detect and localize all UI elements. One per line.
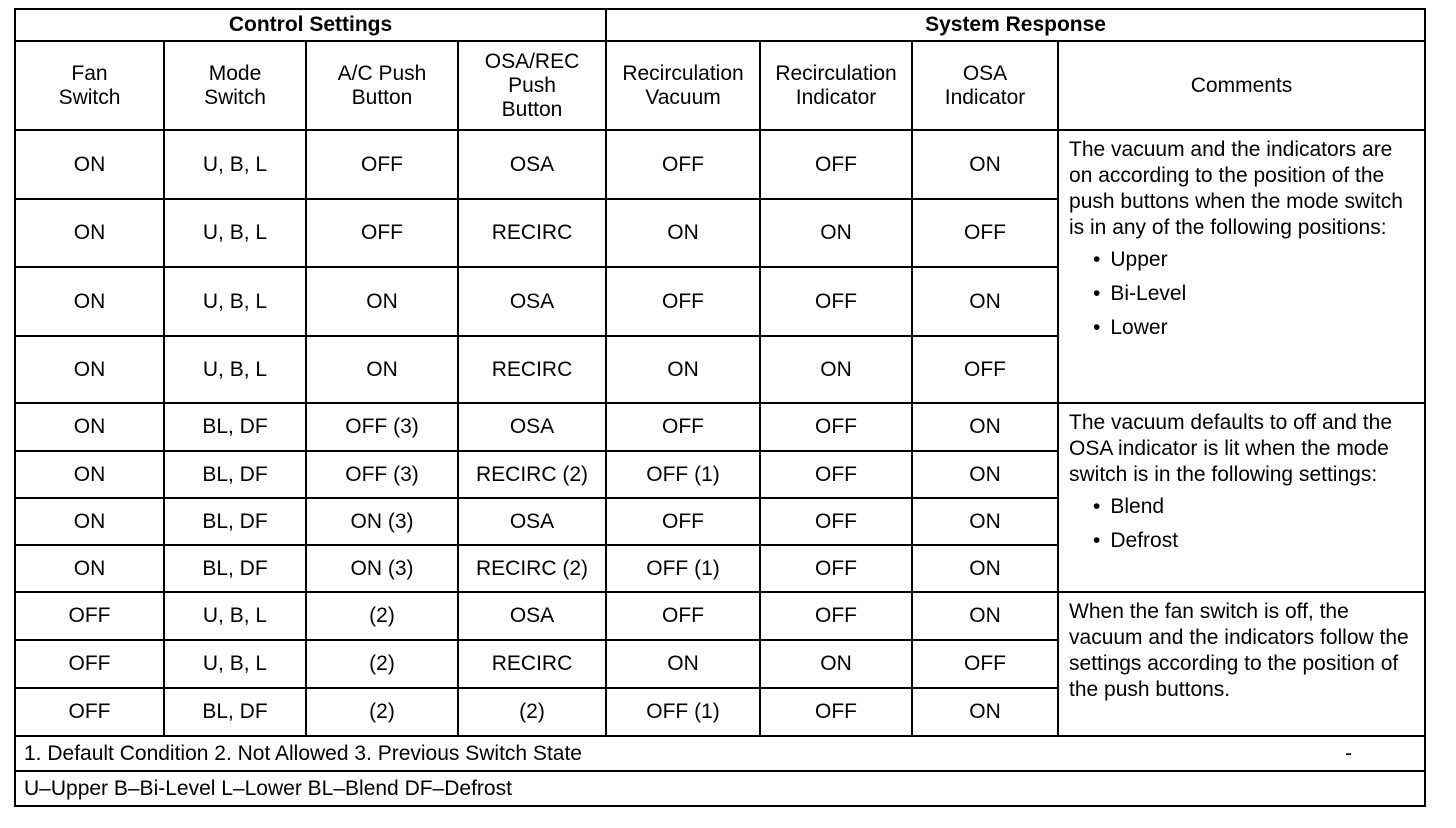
- table-row: [15, 130, 1425, 199]
- osa-indicator-cell: ON: [912, 451, 1058, 498]
- mode-switch-header: Mode Switch: [164, 41, 306, 130]
- osa-indicator-cell: ON: [912, 498, 1058, 545]
- recirc-indicator-cell: OFF: [760, 688, 912, 736]
- ac-button-cell: (2): [306, 592, 458, 640]
- recirculation-indicator-header: Recirculation Indicator: [760, 41, 912, 130]
- ac-button-cell: ON (3): [306, 545, 458, 592]
- fan-switch-cell: ON: [15, 451, 164, 498]
- bullet-item: • Bi-Level: [1093, 277, 1418, 311]
- mode-switch-cell: BL, DF: [164, 403, 306, 451]
- osa-indicator-cell: ON: [912, 403, 1058, 451]
- osa-indicator-cell: ON: [912, 267, 1058, 336]
- recirc-vacuum-cell: OFF: [606, 498, 760, 545]
- recirc-vacuum-cell: OFF (1): [606, 451, 760, 498]
- ac-button-cell: OFF: [306, 130, 458, 199]
- osa-rec-button-cell: (2): [458, 688, 606, 736]
- bullet-item: • Blend: [1093, 490, 1418, 524]
- recirc-vacuum-cell: ON: [606, 199, 760, 267]
- table-row: [15, 592, 1425, 640]
- osa-indicator-cell: ON: [912, 545, 1058, 592]
- recirc-indicator-cell: OFF: [760, 592, 912, 640]
- ac-button-cell: ON: [306, 336, 458, 403]
- mode-switch-cell: BL, DF: [164, 498, 306, 545]
- ac-button-cell: OFF (3): [306, 403, 458, 451]
- comment-text: The vacuum defaults to off and the OSA indicator is lit when the mode switch is in the following settings:: [1069, 411, 1393, 486]
- osa-rec-button-cell: OSA: [458, 267, 606, 336]
- recirc-vacuum-cell: OFF (1): [606, 688, 760, 736]
- mode-switch-cell: BL, DF: [164, 451, 306, 498]
- osa-indicator-cell: OFF: [912, 640, 1058, 688]
- recirc-indicator-cell: OFF: [760, 498, 912, 545]
- recirc-vacuum-cell: OFF: [606, 403, 760, 451]
- osa-rec-button-cell: RECIRC: [458, 199, 606, 267]
- comments-header: Comments: [1058, 41, 1425, 130]
- mode-switch-cell: U, B, L: [164, 336, 306, 403]
- osa-indicator-cell: OFF: [912, 336, 1058, 403]
- fan-switch-cell: ON: [15, 498, 164, 545]
- osa-rec-push-button-header: OSA/REC Push Button: [458, 41, 606, 130]
- system-response-heading: System Response: [606, 9, 1425, 41]
- fan-switch-cell: ON: [15, 403, 164, 451]
- mode-switch-cell: U, B, L: [164, 640, 306, 688]
- ac-button-cell: OFF: [306, 199, 458, 267]
- osa-rec-button-cell: OSA: [458, 592, 606, 640]
- fan-switch-header: Fan Switch: [15, 41, 164, 130]
- osa-indicator-cell: ON: [912, 688, 1058, 736]
- footnote-conditions-text: 1. Default Condition 2. Not Allowed 3. Previous Switch State: [24, 741, 582, 765]
- footnote-conditions: [15, 736, 1425, 771]
- recirculation-vacuum-header: Recirculation Vacuum: [606, 41, 760, 130]
- ac-button-cell: ON (3): [306, 498, 458, 545]
- footnote-row: [15, 736, 1425, 771]
- fan-switch-cell: ON: [15, 199, 164, 267]
- footnote-mark: -: [1345, 741, 1353, 765]
- control-settings-table: [14, 8, 1426, 807]
- ac-button-cell: (2): [306, 688, 458, 736]
- bullet-item: • Upper: [1093, 243, 1418, 277]
- fan-switch-cell: ON: [15, 336, 164, 403]
- recirc-indicator-cell: OFF: [760, 451, 912, 498]
- comment-bullet-list: [1069, 490, 1418, 558]
- osa-rec-button-cell: RECIRC (2): [458, 545, 606, 592]
- fan-switch-cell: OFF: [15, 640, 164, 688]
- ac-button-cell: (2): [306, 640, 458, 688]
- mode-switch-cell: U, B, L: [164, 592, 306, 640]
- fan-switch-cell: ON: [15, 545, 164, 592]
- fan-switch-cell: OFF: [15, 688, 164, 736]
- comment-cell-fan-off: [1058, 592, 1425, 736]
- comment-bullet-list: [1069, 243, 1418, 345]
- recirc-vacuum-cell: OFF: [606, 130, 760, 199]
- footnote-legend: U–Upper B–Bi-Level L–Lower BL–Blend DF–Defrost: [15, 771, 1425, 806]
- footnote-row: [15, 771, 1425, 806]
- ac-button-cell: ON: [306, 267, 458, 336]
- osa-rec-button-cell: OSA: [458, 498, 606, 545]
- ac-push-button-header: A/C Push Button: [306, 41, 458, 130]
- recirc-vacuum-cell: OFF (1): [606, 545, 760, 592]
- bullet-item: • Lower: [1093, 311, 1418, 345]
- mode-switch-cell: U, B, L: [164, 130, 306, 199]
- comment-text: When the fan switch is off, the vacuum and the indicators follow the settings according to the position of the push buttons.: [1069, 600, 1409, 701]
- recirc-indicator-cell: OFF: [760, 267, 912, 336]
- column-header-row: [15, 41, 1425, 130]
- recirc-indicator-cell: ON: [760, 199, 912, 267]
- mode-switch-cell: U, B, L: [164, 267, 306, 336]
- fan-switch-cell: ON: [15, 130, 164, 199]
- recirc-indicator-cell: ON: [760, 640, 912, 688]
- fan-switch-cell: ON: [15, 267, 164, 336]
- mode-switch-cell: BL, DF: [164, 545, 306, 592]
- recirc-indicator-cell: OFF: [760, 130, 912, 199]
- osa-rec-button-cell: OSA: [458, 130, 606, 199]
- ac-button-cell: OFF (3): [306, 451, 458, 498]
- comment-cell-blend-defrost: [1058, 403, 1425, 592]
- recirc-vacuum-cell: ON: [606, 336, 760, 403]
- recirc-indicator-cell: OFF: [760, 403, 912, 451]
- table-row: [15, 403, 1425, 451]
- osa-indicator-cell: OFF: [912, 199, 1058, 267]
- osa-indicator-cell: ON: [912, 592, 1058, 640]
- group-header-row: [15, 9, 1425, 41]
- mode-switch-cell: U, B, L: [164, 199, 306, 267]
- recirc-vacuum-cell: OFF: [606, 592, 760, 640]
- recirc-indicator-cell: ON: [760, 336, 912, 403]
- comment-cell-upper-bilevel-lower: [1058, 130, 1425, 403]
- comment-text: The vacuum and the indicators are on according to the position of the push buttons when the mode switch is in any of the following positions:: [1069, 138, 1403, 239]
- osa-rec-button-cell: RECIRC: [458, 336, 606, 403]
- recirc-indicator-cell: OFF: [760, 545, 912, 592]
- recirc-vacuum-cell: OFF: [606, 267, 760, 336]
- bullet-item: • Defrost: [1093, 524, 1418, 558]
- osa-indicator-cell: ON: [912, 130, 1058, 199]
- osa-rec-button-cell: RECIRC: [458, 640, 606, 688]
- recirc-vacuum-cell: ON: [606, 640, 760, 688]
- mode-switch-cell: BL, DF: [164, 688, 306, 736]
- control-settings-heading: Control Settings: [15, 9, 606, 41]
- osa-rec-button-cell: OSA: [458, 403, 606, 451]
- fan-switch-cell: OFF: [15, 592, 164, 640]
- osa-rec-button-cell: RECIRC (2): [458, 451, 606, 498]
- osa-indicator-header: OSA Indicator: [912, 41, 1058, 130]
